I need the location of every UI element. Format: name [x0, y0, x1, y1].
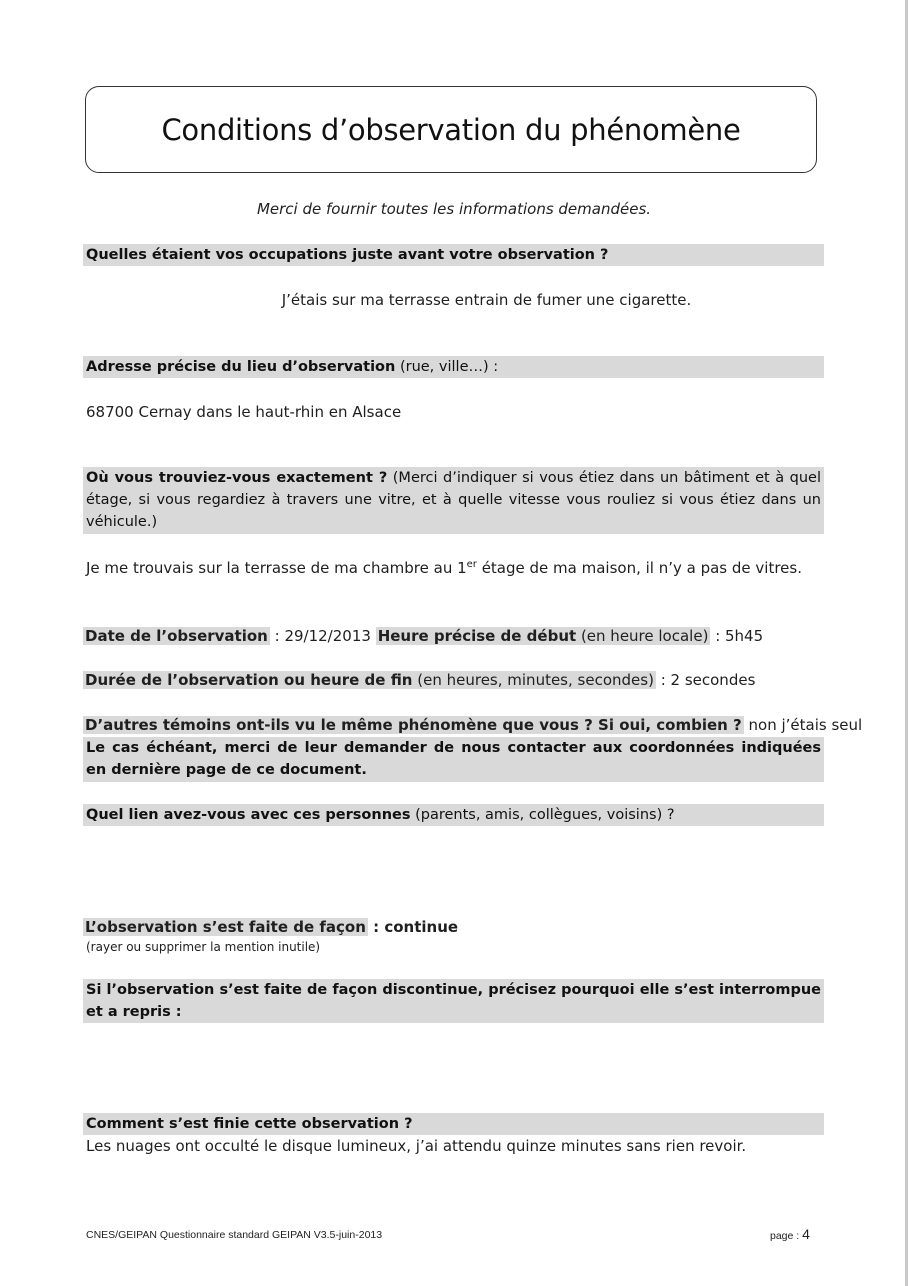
- page-label: page :: [770, 1230, 803, 1242]
- date-label: Date de l’observation: [85, 627, 268, 645]
- answer-superscript: er: [466, 559, 477, 570]
- time-hint: (en heure locale): [576, 627, 709, 645]
- observation-mode-value: : continue: [367, 918, 459, 936]
- date-time-line: [83, 625, 763, 647]
- witnesses-line: [83, 714, 862, 736]
- question-label: Quelles étaient vos occupations juste avant votre observation ?: [86, 247, 609, 263]
- answer-location: [86, 557, 802, 579]
- footer-page: [770, 1226, 810, 1242]
- time-value: : 5h45: [710, 627, 764, 645]
- question-hint: (Merci d’indiquer si vous étiez dans un bâtiment et à quel étage, si vous regardiez à travers une vitre, et à quelle vitesse vous rouliez si vous étiez dans un véhicule.): [86, 470, 821, 530]
- title-box: [85, 86, 817, 173]
- duration-hint: (en heures, minutes, secondes): [412, 671, 654, 689]
- question-label: Comment s’est finie cette observation ?: [86, 1116, 413, 1132]
- witnesses-note: [83, 737, 824, 782]
- intro-text: Merci de fournir toutes les informations demandées.: [256, 200, 652, 218]
- page-number: 4: [802, 1226, 810, 1242]
- question-label: Où vous trouviez-vous exactement ?: [86, 470, 388, 486]
- question-occupations: [83, 244, 824, 266]
- observation-mode-note: (rayer ou supprimer la mention inutile): [86, 940, 321, 954]
- question-discontinuous: [83, 979, 824, 1023]
- witnesses-value: non j’étais seul: [743, 716, 863, 734]
- time-label: Heure précise de début: [377, 627, 577, 645]
- footer-document-reference: CNES/GEIPAN Questionnaire standard GEIPAN V3.5-juin-2013: [86, 1229, 383, 1241]
- duration-line: [83, 669, 755, 691]
- answer-ending: Les nuages ont occulté le disque lumineux, j’ai attendu quinze minutes sans rien revoir.: [86, 1137, 747, 1155]
- witnesses-note-text: Le cas échéant, merci de leur demander de nous contacter aux coordonnées indiquées en dernière page de ce document.: [86, 740, 821, 778]
- question-hint: (parents, amis, collègues, voisins) ?: [410, 807, 675, 823]
- duration-label: Durée de l’observation ou heure de fin: [85, 671, 413, 689]
- question-ending: [83, 1113, 824, 1135]
- answer-text-before: Je me trouvais sur la terrasse de ma chambre au 1: [86, 559, 467, 577]
- question-label: Adresse précise du lieu d’observation: [86, 359, 396, 375]
- question-address: [83, 356, 824, 378]
- question-relationship: [83, 804, 824, 826]
- observation-mode-label: L’observation s’est faite de façon: [85, 918, 366, 936]
- question-label: Quel lien avez-vous avec ces personnes: [86, 807, 411, 823]
- observation-mode-line: [83, 916, 458, 938]
- question-location: [83, 467, 824, 534]
- date-value: : 29/12/2013: [269, 627, 376, 645]
- witnesses-label: D’autres témoins ont-ils vu le même phénomène que vous ? Si oui, combien ?: [85, 716, 742, 734]
- question-label: Si l’observation s’est faite de façon discontinue, précisez pourquoi elle s’est interrompue et a repris :: [86, 982, 821, 1020]
- answer-text-after: étage de ma maison, il n’y a pas de vitres.: [476, 559, 802, 577]
- answer-address: 68700 Cernay dans le haut-rhin en Alsace: [86, 403, 402, 421]
- page-title: Conditions d’observation du phénomène: [161, 112, 741, 147]
- answer-occupations: J’étais sur ma terrasse entrain de fumer une cigarette.: [281, 291, 692, 309]
- question-hint: (rue, ville…) :: [395, 359, 499, 375]
- duration-value: : 2 secondes: [655, 671, 756, 689]
